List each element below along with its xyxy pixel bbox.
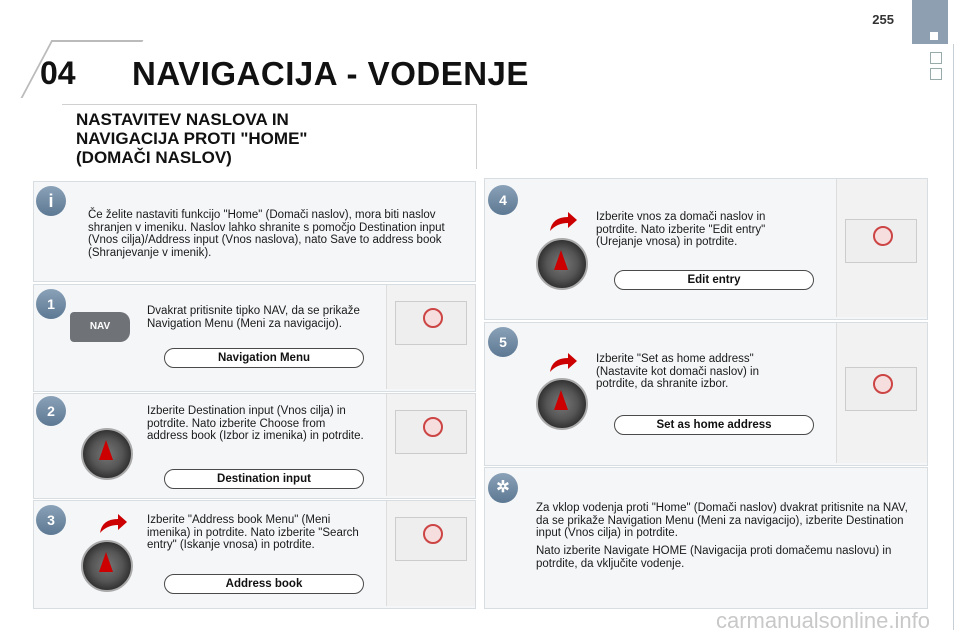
radio-panel-image: [836, 179, 927, 317]
info-icon: i: [36, 186, 66, 216]
turn-arrow-icon: [98, 513, 128, 535]
rotary-knob-icon: [536, 238, 588, 290]
watermark: carmanualsonline.info: [715, 608, 930, 633]
radio-panel-image: [386, 501, 475, 606]
step-text-2: Izberite Destination input (Vnos cilja) in potrdite. Nato izberite Choose from address book (Izbor iz imenika) in potrdite.: [147, 405, 364, 442]
section-title: NASTAVITEV NASLOVA IN NAVIGACIJA PROTI "HOME" (DOMAČI NASLOV): [76, 110, 308, 167]
radio-panel-image: [836, 323, 927, 463]
step-text-5: Izberite "Set as home address" (Nastavite kot domači naslov) in potrdite, da shranite izbor.: [596, 353, 759, 390]
step-badge-4: 4: [488, 185, 518, 215]
tip-icon: ✲: [488, 473, 518, 503]
turn-arrow-icon: [548, 211, 578, 233]
navigation-menu-button[interactable]: Navigation Menu: [164, 348, 364, 368]
page-number: 255: [872, 12, 894, 27]
step-badge-3: 3: [36, 505, 66, 535]
rotary-knob-icon: [81, 428, 133, 480]
step-badge-2: 2: [36, 396, 66, 426]
chapter-frame: [21, 40, 144, 98]
info-text: Če želite nastaviti funkcijo "Home" (Domači naslov), mora biti naslov shranjen v imeniku. Naslov lahko shranite s pomočjo Destination input (Vnos cilja)/Address input (Vnos naslova), nato Save to address book (Shranjevanje v imenik).: [88, 209, 445, 259]
set-as-home-address-button[interactable]: Set as home address: [614, 415, 814, 435]
nav-key-icon: NAV: [70, 312, 130, 342]
step-badge-1: 1: [36, 289, 66, 319]
destination-input-button[interactable]: Destination input: [164, 469, 364, 489]
step-badge-5: 5: [488, 327, 518, 357]
step-text-3: Izberite "Address book Menu" (Meni imenika) in potrdite. Nato izberite "Search entry" (Iskanje vnosa) in potrdite.: [147, 514, 359, 551]
chapter-number: 04: [40, 55, 76, 91]
page-tab: [912, 0, 948, 44]
step-text-4: Izberite vnos za domači naslov in potrdite. Nato izberite "Edit entry" (Urejanje vnosa) in potrdite.: [596, 211, 766, 248]
radio-panel-image: [386, 285, 475, 389]
tip-text-1: Za vklop vodenja proti "Home" (Domači naslov) dvakrat pritisnite na NAV, da se prikaže Navigation Menu (Meni za navigacijo), izberite Destination input (Vnos cilja) in potrdite.: [536, 502, 908, 539]
step-text-1: Dvakrat pritisnite tipko NAV, da se prikaže Navigation Menu (Meni za navigacijo).: [147, 305, 360, 330]
tip-text-2: Nato izberite Navigate HOME (Navigacija proti domačemu naslovu) in potrdite, da vključite vodenje.: [536, 545, 892, 570]
rotary-knob-icon: [81, 540, 133, 592]
address-book-button[interactable]: Address book: [164, 574, 364, 594]
rotary-knob-icon: [536, 378, 588, 430]
checkbox-icon: [930, 52, 942, 64]
divider: [953, 44, 954, 630]
page-title: NAVIGACIJA - VODENJE: [132, 55, 529, 92]
turn-arrow-icon: [548, 352, 578, 374]
edit-entry-button[interactable]: Edit entry: [614, 270, 814, 290]
checkbox-icon: [930, 68, 942, 80]
radio-panel-image: [386, 394, 475, 496]
